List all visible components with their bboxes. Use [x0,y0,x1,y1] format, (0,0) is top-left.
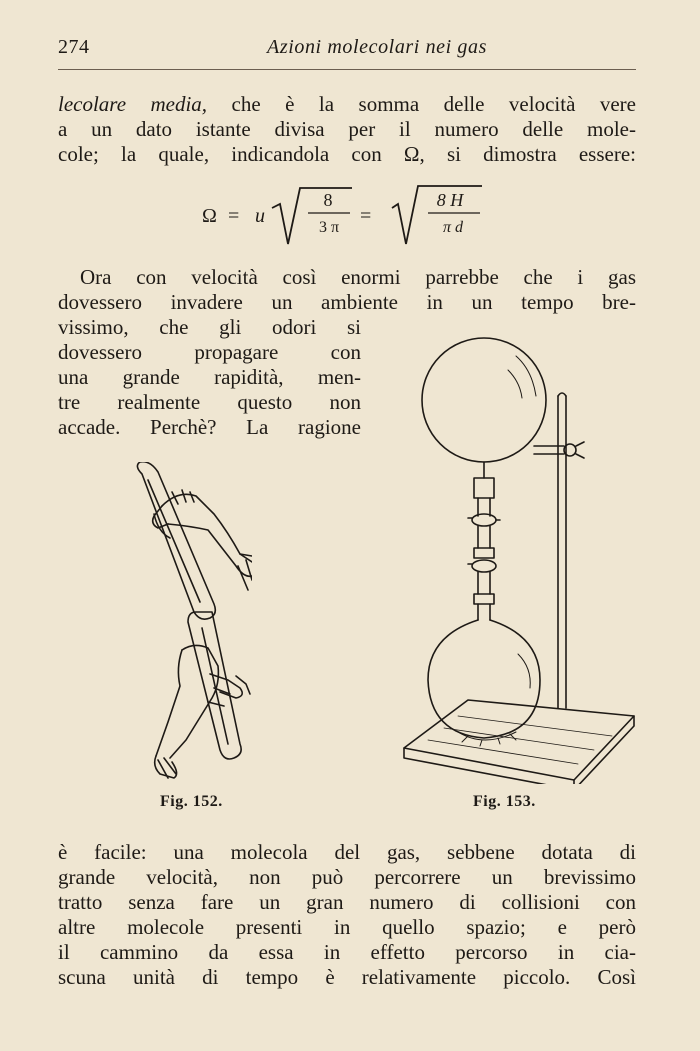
sqrt-sign-1 [272,188,352,244]
formula-equals-2: = [360,205,372,227]
text-line: accade. Perchè? La ragione [58,415,361,439]
running-title: Azioni molecolari nei gas [267,36,487,58]
text-line: il cammino da essa in effetto percorso in cia- [58,940,636,964]
text-line: grande velocità, non può percorrere un brevissimo [58,865,636,889]
paragraph-1 [58,92,636,167]
paragraph-3 [58,840,636,990]
hands-holding-tubes-illustration [128,462,252,782]
formula-omega: Ω [202,205,217,227]
text-line: a un dato istante divisa per il numero delle mole- [58,117,636,141]
formula-equals-1: = [228,205,240,227]
text-line: Ora con velocità così enormi parrebbe che i gas [80,265,636,289]
text-run: che è la somma delle velocità vere [207,92,636,116]
text-line: altre molecole presenti in quello spazio; e però [58,915,636,939]
figure-152-caption: Fig. 152. [160,793,223,810]
frac1-denominator: 3 π [318,219,340,236]
italic-term: lecolare media, [58,92,208,116]
paragraph-2-intro [58,265,636,315]
text-line: dovessero propagare con [58,340,361,364]
text-line: scuna unità di tempo è relativamente piccolo. Così [58,965,636,989]
text-line: una grande rapidità, men- [58,365,361,389]
page-number: 274 [58,36,90,58]
frac1-numerator: 8 [323,190,333,210]
text-line: cole; la quale, indicandola con Ω, si dimostra essere: [58,142,636,166]
header-rule [58,69,636,70]
paragraph-2-narrow [58,315,361,440]
page-header [58,36,636,62]
figure-153-caption: Fig. 153. [473,793,536,810]
text-line: vissimo, che gli odori si [58,315,361,339]
formula-u: u [255,205,265,227]
velocity-formula [200,182,490,252]
text-line: tre realmente questo non [58,390,361,414]
flasks-on-stand-illustration [398,336,638,784]
text-line [58,92,636,117]
frac2-denominator: π d [442,219,464,236]
frac2-numerator: 8 H [436,190,464,210]
text-line: dovessero invadere un ambiente in un tempo bre- [58,290,636,314]
text-line: tratto senza fare un gran numero di collisioni con [58,890,636,914]
text-line: è facile: una molecola del gas, sebbene dotata di [58,840,636,864]
